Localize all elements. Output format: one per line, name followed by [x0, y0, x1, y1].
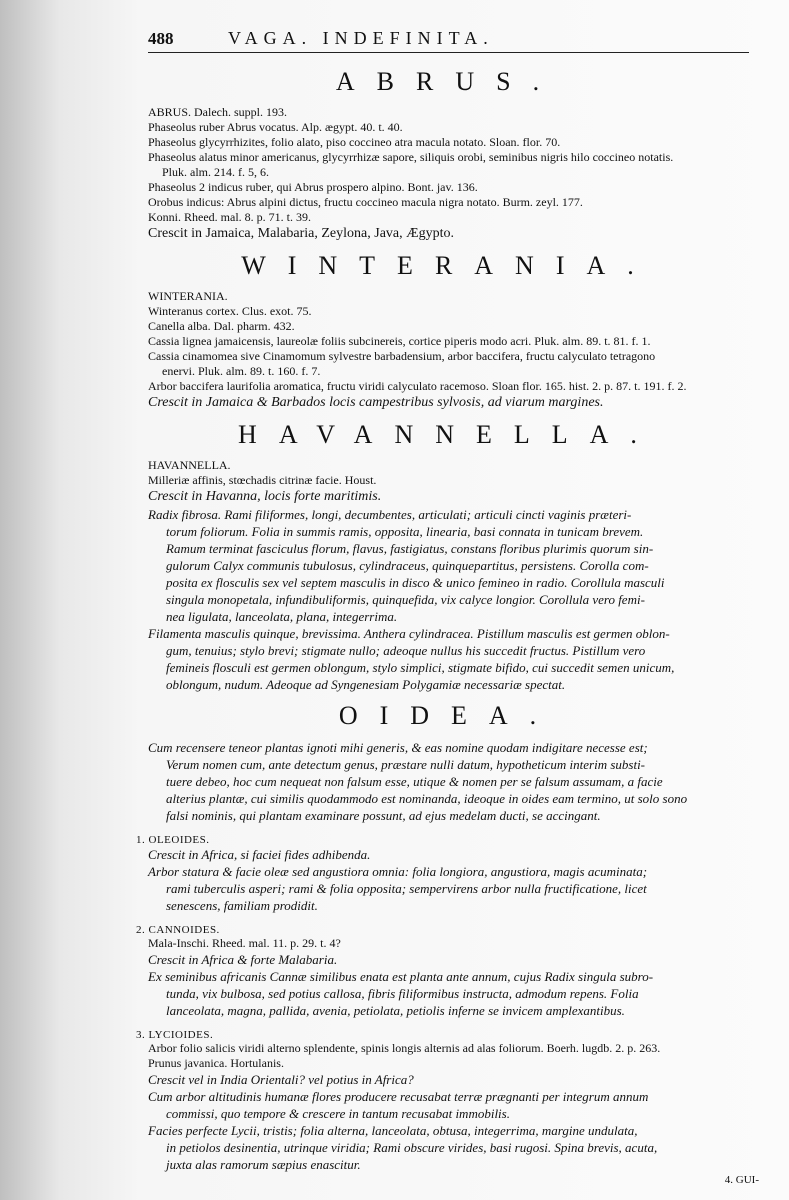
intro-line: Verum nomen cum, ante detectum genus, præstare nulli datum, hypotheticum interim substi- [166, 757, 646, 772]
synonym-line: WINTERANIA. [148, 289, 228, 303]
synonym-line: Phaseolus alatus minor americanus, glycyrrhizæ sapore, siliquis orobi, seminibus nigris hilo coccineo notatis. [148, 150, 674, 164]
page-number: 488 [148, 29, 174, 48]
entry-line: in petiolos desinentia, utrinque viridia; Rami obscure virides, basi rugosi. Spina brevis, acuta, [166, 1140, 658, 1155]
synonym-line: enervi. Pluk. alm. 89. t. 160. f. 7. [162, 364, 321, 378]
description-line: posita ex flosculis sex vel septem masculis in disco & unico femineo in radio. Corollula masculi [166, 575, 665, 590]
entry-lycioides [136, 1029, 749, 1173]
habitat-line: Crescit in Havanna, locis forte maritimis. [148, 489, 382, 504]
description-line: Ramum terminat fasciculus florum, flavus, fastigiatus, constans floribus plurimis quorum sin- [166, 541, 654, 556]
synonym-line: Pluk. alm. 214. f. 5, 6. [162, 165, 269, 179]
entry-oleoides [136, 834, 749, 914]
entry-line: Facies perfecte Lycii, tristis; folia alterna, lanceolata, obtusa, integerrima, margine undulata, [148, 1123, 638, 1138]
entry-line: rami tuberculis asperi; rami & folia opposita; sempervirens arbor nulla fructificatione, licet [166, 881, 647, 896]
synonym-line: Cassia cinamomea sive Cinamomum sylvestre barbadensium, arbor baccifera, fructu calyculato tetragono [148, 349, 656, 363]
description-line: torum foliorum. Folia in summis ramis, opposita, linearia, basi connata in tunicam brevem. [166, 524, 644, 539]
catchword: 4. GUI- [724, 1174, 759, 1186]
synonym-line: Phaseolus 2 indicus ruber, qui Abrus prospero alpino. Bont. jav. 136. [148, 180, 478, 194]
description-line: femineis flosculi est germen oblongum, stylo simplici, stigmate bifido, cui succedit semen unicum, [166, 660, 675, 675]
entry-line: Ex seminibus africanis Cannæ similibus enata est planta ante annum, cujus Radix singula subro- [148, 969, 654, 984]
synonym-line: Cassia lignea jamaicensis, laureolæ foliis subcinereis, cortice piperis modo acri. Pluk. alm. 89. t. 81. f. 1. [148, 334, 651, 348]
habitat-line: Crescit in Jamaica, Malabaria, Zeylona, Java, Ægypto. [148, 226, 454, 241]
entry-line: Crescit in Africa & forte Malabaria. [148, 952, 338, 967]
synonym-line: Canella alba. Dal. pharm. 432. [148, 319, 295, 333]
intro-line: tuere debeo, hoc cum nequeat non falsum esse, utique & nomen per se falsum assumam, a facie [166, 774, 663, 789]
running-head: VAGA. INDEFINITA. [228, 28, 494, 48]
synonym-line: Phaseolus glycyrrhizites, folio alato, piso coccineo atra macula notato. Sloan. flor. 70. [148, 135, 561, 149]
description-line: gum, tenuius; stylo brevi; stigmate nullo; adeoque nullus his succedit fructus. Pistillum vero [166, 643, 646, 658]
entry-line: lanceolata, magna, pallida, avenia, petiolata, petiolis inferne se invicem amplexantibus. [166, 1003, 625, 1018]
synonym-line: Arbor baccifera laurifolia aromatica, fructu viridi calyculato racemoso. Sloan flor. 165. hist. 2. p. 87. t. 191. f. 2. [148, 379, 687, 393]
synonym-line: Winteranus cortex. Clus. exot. 75. [148, 304, 312, 318]
entry-heading: 3. LYCIOIDES. [136, 1029, 214, 1041]
intro-line: alterius plantæ, cui similis quodammodo est nominanda, ideoque in oides eam termino, ut solo sono [166, 791, 688, 806]
habitat-line: Crescit in Jamaica & Barbados locis campestribus sylvosis, ad viarum margines. [148, 395, 604, 410]
section-winterania [148, 251, 749, 412]
description-line: Filamenta masculis quinque, brevissima. Anthera cylindracea. Pistillum masculis est germen oblon- [148, 626, 670, 641]
section-title-winterania: WINTERANIA. [241, 251, 656, 280]
section-abrus [148, 67, 749, 243]
section-title-havannella: HAVANNELLA. [238, 420, 659, 449]
entry-line: senescens, familiam prodidit. [166, 898, 318, 913]
entry-line: Cum arbor altitudinis humanæ flores producere recusabat terræ prægnanti per integrum annum [148, 1089, 649, 1104]
synonym-line: ABRUS. Dalech. suppl. 193. [148, 105, 287, 119]
intro-line: Cum recensere teneor plantas ignoti mihi generis, & eas nomine quodam indigitare necesse est; [148, 740, 648, 755]
entry-line: Arbor statura & facie oleæ sed angustiora omnia: folia longiora, angustiora, magis acuminata; [148, 864, 648, 879]
description-line: oblongum, nudum. Adeoque ad Syngenesiam Polygamiæ necessariæ spectat. [166, 677, 566, 692]
description-line: Radix fibrosa. Rami filiformes, longi, decumbentes, articulati; articuli cincti vaginis præteri- [148, 507, 632, 522]
entry-line: Crescit vel in India Orientali? vel potius in Africa? [148, 1072, 414, 1087]
entry-line: Arbor folio salicis viridi alterno splendente, spinis longis alternis ad alas foliorum. Boerh. lugdb. 2. p. 263. [148, 1041, 661, 1055]
section-oidea [136, 701, 749, 1173]
description-line: singula monopetala, infundibuliformis, quinquefida, vix calyce longior. Corollula vero femi- [166, 592, 645, 607]
entry-cannoides [136, 924, 749, 1019]
synonym-line: Phaseolus ruber Abrus vocatus. Alp. ægypt. 40. t. 40. [148, 120, 403, 134]
entry-heading: 1. OLEOIDES. [136, 834, 210, 846]
entry-heading: 2. CANNOIDES. [136, 924, 220, 936]
entry-line: tunda, vix bulbosa, sed potius callosa, fibris filiformibus instructa, admodum repens. Folia [166, 986, 639, 1001]
entry-line: Crescit in Africa, si faciei fides adhibenda. [148, 847, 371, 862]
synonym-line: HAVANNELLA. [148, 458, 231, 472]
description-line: gulorum Calyx communis tubulosus, cylindraceus, quinquepartitus, persistens. Corolla com- [166, 558, 649, 573]
section-title-oidea: OIDEA. [338, 701, 559, 730]
synonym-line: Konni. Rheed. mal. 8. p. 71. t. 39. [148, 210, 311, 224]
synonym-line: Milleriæ affinis, stœchadis citrinæ facie. Houst. [148, 473, 377, 487]
entry-line: Prunus javanica. Hortulanis. [148, 1056, 284, 1070]
synonym-line: Orobus indicus: Abrus alpini dictus, fructu coccineo macula nigra notato. Burm. zeyl. 177. [148, 195, 583, 209]
description-line: nea ligulata, lanceolata, plana, integerrima. [166, 609, 398, 624]
section-title-abrus: ABRUS. [335, 67, 562, 96]
page-header [148, 28, 749, 53]
entry-line: Mala-Inschi. Rheed. mal. 11. p. 29. t. 4? [148, 936, 341, 950]
section-havannella [148, 420, 749, 693]
entry-line: juxta alas ramorum sæpius enascitur. [166, 1157, 361, 1172]
intro-line: falsi nominis, qui plantam examinare possunt, ad ejus medelam ducti, se accingant. [166, 808, 601, 823]
entry-line: commissi, quo tempore & crescere in tantum recusabat immobilis. [166, 1106, 510, 1121]
